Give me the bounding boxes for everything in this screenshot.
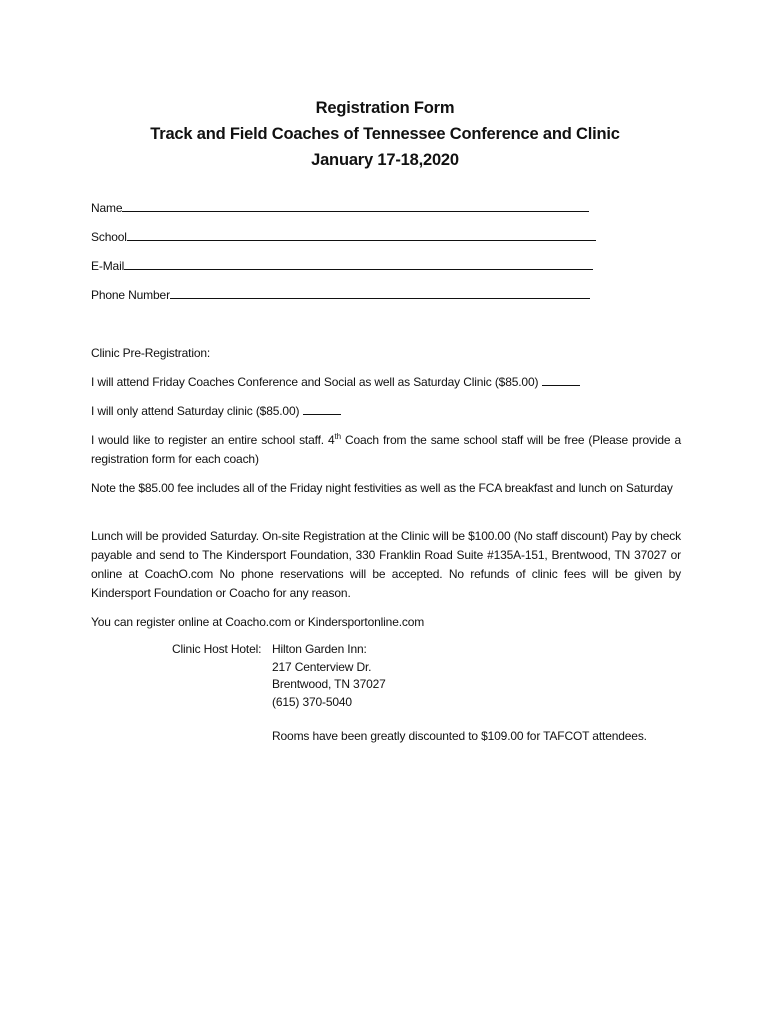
fee-note: Note the $85.00 fee includes all of the Friday night festivities as well as the FCA breakfast and lunch on Saturday (91, 481, 673, 495)
staff-note-part1: I would like to register an entire school staff. 4 (91, 433, 335, 447)
option-saturday-only (91, 402, 681, 421)
phone-label: Phone Number (91, 288, 170, 302)
event-title: Track and Field Coaches of Tennessee Conference and Clinic (150, 125, 620, 143)
online-registration-note: You can register online at Coacho.com or Kindersportonline.com (91, 615, 425, 629)
form-title: Registration Form (315, 99, 455, 117)
option-full-label: I will attend Friday Coaches Conference and Social as well as Saturday Clinic ($85.00) (91, 375, 539, 389)
hotel-name: Hilton Garden Inn: (272, 642, 367, 656)
event-date: January 17-18,2020 (311, 151, 459, 169)
email-field[interactable] (91, 258, 593, 273)
hotel-street: 217 Centerview Dr. (272, 659, 372, 674)
rooms-discount-note: Rooms have been greatly discounted to $109.00 for TAFCOT attendees. (272, 729, 647, 743)
option-saturday-label: I will only attend Saturday clinic ($85.00) (91, 404, 300, 418)
option-full-event (91, 373, 681, 392)
hotel-label: Clinic Host Hotel: (172, 642, 262, 656)
school-label: School (91, 230, 127, 244)
name-blank-line[interactable] (122, 200, 589, 212)
email-blank-line[interactable] (124, 258, 593, 270)
staff-note-part2: Coach from the same school staff will be free (Please provide a registration form for each coach) (91, 433, 681, 466)
school-field[interactable] (91, 229, 596, 244)
hotel-phone: (615) 370-5040 (272, 694, 352, 709)
phone-field[interactable] (91, 287, 590, 302)
clinic-heading: Clinic Pre-Registration: (91, 346, 211, 360)
hotel-address-block (272, 641, 386, 711)
email-label: E-Mail (91, 259, 125, 273)
name-label: Name (91, 201, 123, 215)
school-blank-line[interactable] (127, 229, 596, 241)
form-title-block (0, 95, 770, 173)
phone-blank-line[interactable] (170, 287, 590, 299)
hotel-city: Brentwood, TN 37027 (272, 677, 386, 691)
name-field[interactable] (91, 200, 589, 215)
lunch-payment-note: Lunch will be provided Saturday. On-site Registration at the Clinic will be $100.00 (No staff discount) Pay by check payable and send to The Kindersport Foundation, 330 Franklin Road Suite #135A-151, Brentwood, TN 37027 or online at CoachO.com No phone reservations will be accepted. No refunds of clinic fees will be given by Kindersport Foundation or Coacho for any reason. (91, 529, 681, 600)
option-saturday-blank[interactable] (303, 403, 341, 415)
staff-registration-note (91, 431, 681, 469)
staff-note-superscript: th (334, 432, 341, 441)
option-full-blank[interactable] (542, 374, 580, 386)
